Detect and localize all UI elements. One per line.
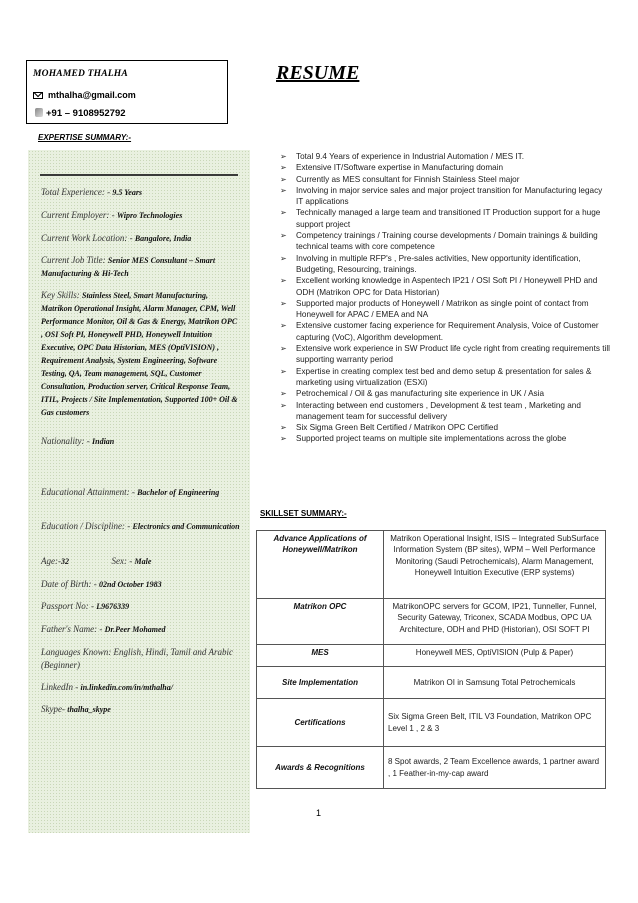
bullet-item: ➢ Involving in multiple RFP's , Pre-sales activities, New opportunity identification, Budgeting, Resourcing, trainings. — [280, 253, 610, 276]
linkedin-link[interactable]: in.linkedin.com/in/mthalha/ — [80, 683, 173, 692]
email-address[interactable]: mthalha@gmail.com — [48, 90, 136, 100]
bullet-item: ➢ Excellent working knowledge in Aspentech IP21 / OSI Soft PI / Honeywell PHD and ODH (Matrikon OPC for Data Historian) — [280, 275, 610, 298]
bullet-item: ➢ Extensive IT/Software expertise in Manufacturing domain — [280, 162, 610, 173]
summary-sidebar — [28, 150, 250, 833]
phone-number: +91 – 9108952792 — [46, 108, 126, 119]
skill-details: Matrikon OI in Samsung Total Petrochemicals — [384, 667, 606, 699]
education-discipline: Education / Discipline: - Electronics and Communication — [41, 521, 240, 531]
bullet-item: ➢ Extensive work experience in SW Product life cycle right from creating requirements till supporting warranty period — [280, 343, 610, 366]
age-sex — [41, 555, 241, 568]
skillset-summary-heading: SKILLSET SUMMARY:- — [260, 509, 347, 518]
table-row — [257, 599, 606, 645]
skill-category: Advance Applications of Honeywell/Matrikon — [257, 531, 384, 599]
phone-icon — [35, 108, 43, 117]
bullet-item: ➢ Technically managed a large team and transitioned IT Production support for a huge support project — [280, 207, 610, 230]
page-number: 1 — [316, 808, 322, 818]
age-value: 32 — [61, 557, 69, 566]
bullet-item: ➢ Supported project teams on multiple site implementations across the globe — [280, 433, 610, 444]
table-row — [257, 667, 606, 699]
key-skills: Key Skills: Stainless Steel, Smart Manufacturing, Matrikon Operational Insight, Alarm Manager, CPM, Well Performance Monitor, Oil & Gas & Energy, Matrikon OPC , OSI Soft PI, Honeywell PHD, Honeywell Intuition Executive, OPC Data Historian, MES (OptiVISION) , Requirement Analysis, System Engineering, Software Testing, QA, Team management, SQL, Customer Consultation, Production server, Critical Response Team, ITIL, Projects / Site Implementation, Supported 100+ Oil & Gas customers — [41, 290, 238, 417]
linkedin: LinkedIn - in.linkedin.com/in/mthalha/ — [41, 682, 173, 692]
expertise-summary-heading: EXPERTISE SUMMARY:- — [38, 133, 132, 142]
table-row — [257, 699, 606, 747]
experience-bullets — [280, 151, 610, 445]
nationality: Nationality: - Indian — [41, 436, 115, 446]
sex-value: Male — [134, 557, 152, 566]
age-label: Age:- — [41, 556, 61, 566]
skill-category: Awards & Recognitions — [257, 747, 384, 789]
table-row — [257, 747, 606, 789]
current-employer: Current Employer: - Wipro Technologies — [41, 210, 183, 220]
email-line — [33, 90, 136, 100]
skill-details: MatrikonOPC servers for GCOM, IP21, Tunneller, Funnel, Security Gateway, Triconex, SCADA Modbus, OPC UA Architecture, ODH and PHD (Historian), OSI SOFT PI — [384, 599, 606, 645]
page-title: RESUME — [276, 62, 360, 84]
envelope-icon — [33, 92, 43, 99]
passport-number: Passport No: - L9676339 — [41, 601, 130, 611]
sex-label: Sex: - — [111, 556, 133, 566]
languages-known: Languages Known: English, Hindi, Tamil and Arabic (Beginner) — [41, 647, 234, 670]
skill-category: Matrikon OPC — [257, 599, 384, 645]
sidebar-divider — [40, 174, 238, 176]
bullet-item: ➢ Involving in major service sales and major project transition for Manufacturing legacy IT applications — [280, 185, 610, 208]
skype: Skype- thalha_skype — [41, 704, 111, 714]
current-location: Current Work Location: - Bangalore, India — [41, 233, 192, 243]
total-experience: Total Experience: - 9.5 Years — [41, 187, 143, 197]
bullet-item: ➢ Competency trainings / Training course developments / Domain trainings & building technical teams with core competence — [280, 230, 610, 253]
table-row — [257, 531, 606, 599]
bullet-item: ➢ Six Sigma Green Belt Certified / Matrikon OPC Certified — [280, 422, 610, 433]
contact-box — [26, 60, 228, 124]
bullet-item: ➢ Total 9.4 Years of experience in Industrial Automation / MES IT. — [280, 151, 610, 162]
bullet-item: ➢ Supported major products of Honeywell / Matrikon as single point of contact from Honeywell for APAC / EMEA and NA — [280, 298, 610, 321]
skill-category: MES — [257, 645, 384, 667]
date-of-birth: Date of Birth: - 02nd October 1983 — [41, 579, 162, 589]
table-row — [257, 645, 606, 667]
bullet-item: ➢ Currently as MES consultant for Finnish Stainless Steel major — [280, 174, 610, 185]
current-job-title: Current Job Title: Senior MES Consultant – Smart Manufacturing & Hi-Tech — [41, 255, 216, 278]
bullet-item: ➢ Extensive customer facing experience for Requirement Analysis, Voice of Customer capturing (VoC), Algorithm development. — [280, 320, 610, 343]
skillset-table — [256, 530, 606, 789]
educational-attainment: Educational Attainment: - Bachelor of Engineering — [41, 487, 220, 497]
skill-category: Site Implementation — [257, 667, 384, 699]
bullet-item: ➢ Interacting between end customers , Development & test team , Marketing and management team for successful delivery — [280, 400, 610, 423]
skill-category: Certifications — [257, 699, 384, 747]
candidate-name: MOHAMED THALHA — [33, 69, 128, 79]
skill-details: Matrikon Operational Insight, ISIS – Integrated SubSurface Information System (BP sites), WPM – Well Performance Monitoring (Saudi Petrochemicals), Alarm Management, Honeywell Intuition Executive (ERP systems) — [384, 531, 606, 599]
phone-line — [35, 108, 126, 119]
skill-details: Honeywell MES, OptiVISION (Pulp & Paper) — [384, 645, 606, 667]
bullet-item: ➢ Expertise in creating complex test bed and demo setup & presentation for sales & marketing using virtualization (ESXi) — [280, 366, 610, 389]
bullet-item: ➢ Petrochemical / Oil & gas manufacturing site experience in UK / Asia — [280, 388, 610, 399]
father-name: Father's Name: - Dr.Peer Mohamed — [41, 624, 166, 634]
skill-details: Six Sigma Green Belt, ITIL V3 Foundation, Matrikon OPC Level 1 , 2 & 3 — [384, 699, 606, 747]
skill-details: 8 Spot awards, 2 Team Excellence awards, 1 partner award , 1 Feather-in-my-cap award — [384, 747, 606, 789]
